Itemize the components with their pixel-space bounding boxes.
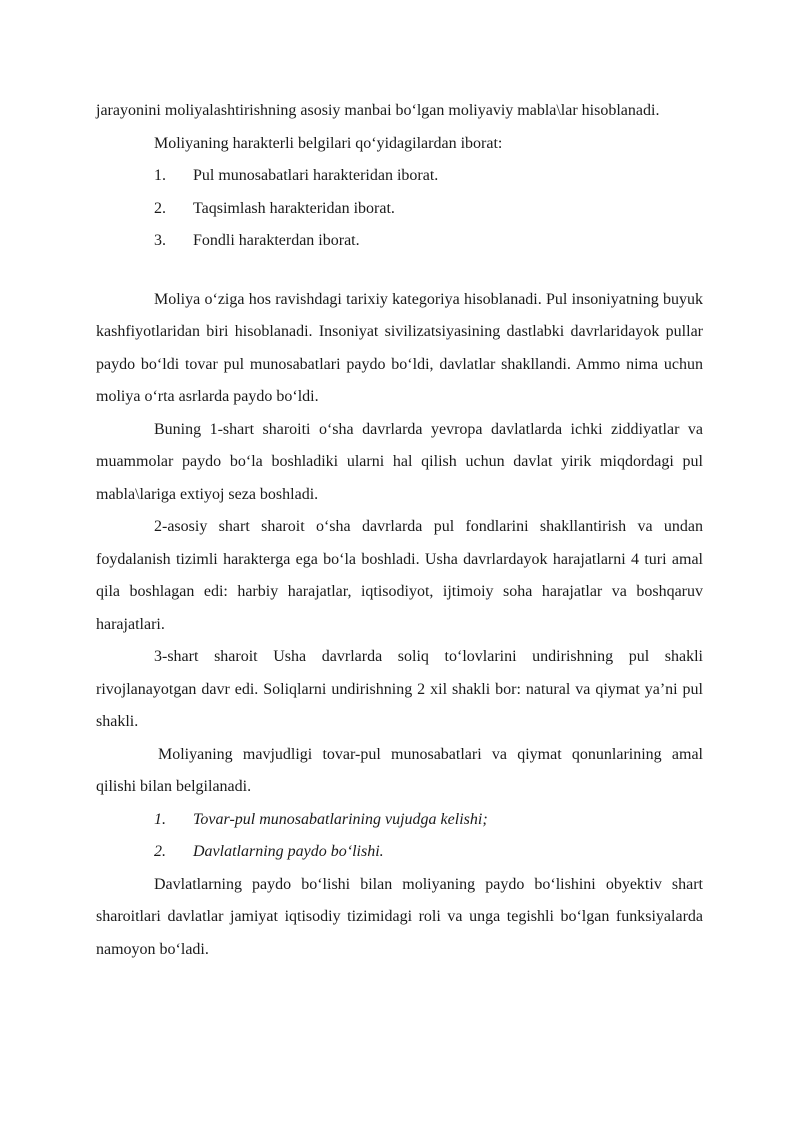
paragraph-1: jarayonini moliyalashtirishning asosiy manbai boʻlgan moliyaviy mabla\lar hisoblanadi.: [96, 102, 660, 119]
list-item: 1. Tovar-pul munosabatlarining vujudga kelishi;: [154, 810, 488, 828]
list-item: 3. Fondli harakterdan iborat.: [154, 232, 360, 249]
list-item: 2. Taqsimlash harakteridan iborat.: [154, 199, 395, 217]
paragraph-7: Moliyaning mavjudligi tovar-pul munosabatlari va qiymat qonunlarining amal qilishi bilan belgilanadi.: [96, 745, 703, 795]
conditions-list: [96, 804, 703, 869]
paragraph-5: 2-asosiy shart sharoit oʻsha davrlarda pul fondlarini shakllantirish va undan foydalanish tizimli harakterga ega boʻla boshladi. Usha davrlardayok harajatlarni 4 turi amal qila boshlagan edi: harbiy harajatlar, iqtisodiyot, ijtimoiy soha harajatlar va boshqaruv harajatlari.: [96, 518, 703, 633]
paragraph-4: Buning 1-shart sharoiti oʻsha davrlarda yevropa davlatlarda ichki ziddiyatlar va muammolar paydo boʻla boshladiki ularni hal qilish uchun davlat yirik miqdordagi pul mabla\lariga extiyoj seza boshladi.: [96, 420, 703, 503]
list-item: 1. Pul munosabatlari harakteridan iborat.: [154, 167, 439, 184]
spacer: [96, 258, 703, 284]
paragraph-8: Davlatlarning paydo boʻlishi bilan moliyaning paydo boʻlishini obyektiv shart sharoitlari davlatlar jamiyat iqtisodiy tizimidagi roli va unga tegishli boʻlgan funksiyalarda namoyon boʻladi.: [96, 875, 703, 958]
document-page: [96, 95, 703, 966]
list-item: 2. Davlatlarning paydo boʻlishi.: [154, 843, 384, 860]
paragraph-3: Moliya oʻziga hos ravishdagi tarixiy kategoriya hisoblanadi. Pul insoniyatning buyuk kashfiyotlaridan biri hisoblanadi. Insoniyat sivilizatsiyasining dastlabki davrlaridayok pullar paydo boʻldi tovar pul munosabatlari paydo boʻldi, davlatlar shakllandi. Ammo nima uchun moliya oʻrta asrlarda paydo boʻldi.: [96, 290, 703, 405]
characteristics-list: [96, 160, 703, 258]
paragraph-6: 3-shart sharoit Usha davrlarda soliq toʻlovlarini undirishning pul shakli rivojlanayotgan davr edi. Soliqlarni undirishning 2 xil shakli bor: natural va qiymat ya’ni pul shakli.: [96, 648, 703, 730]
paragraph-2: Moliyaning harakterli belgilari qoʻyidagilardan iborat:: [154, 134, 503, 152]
